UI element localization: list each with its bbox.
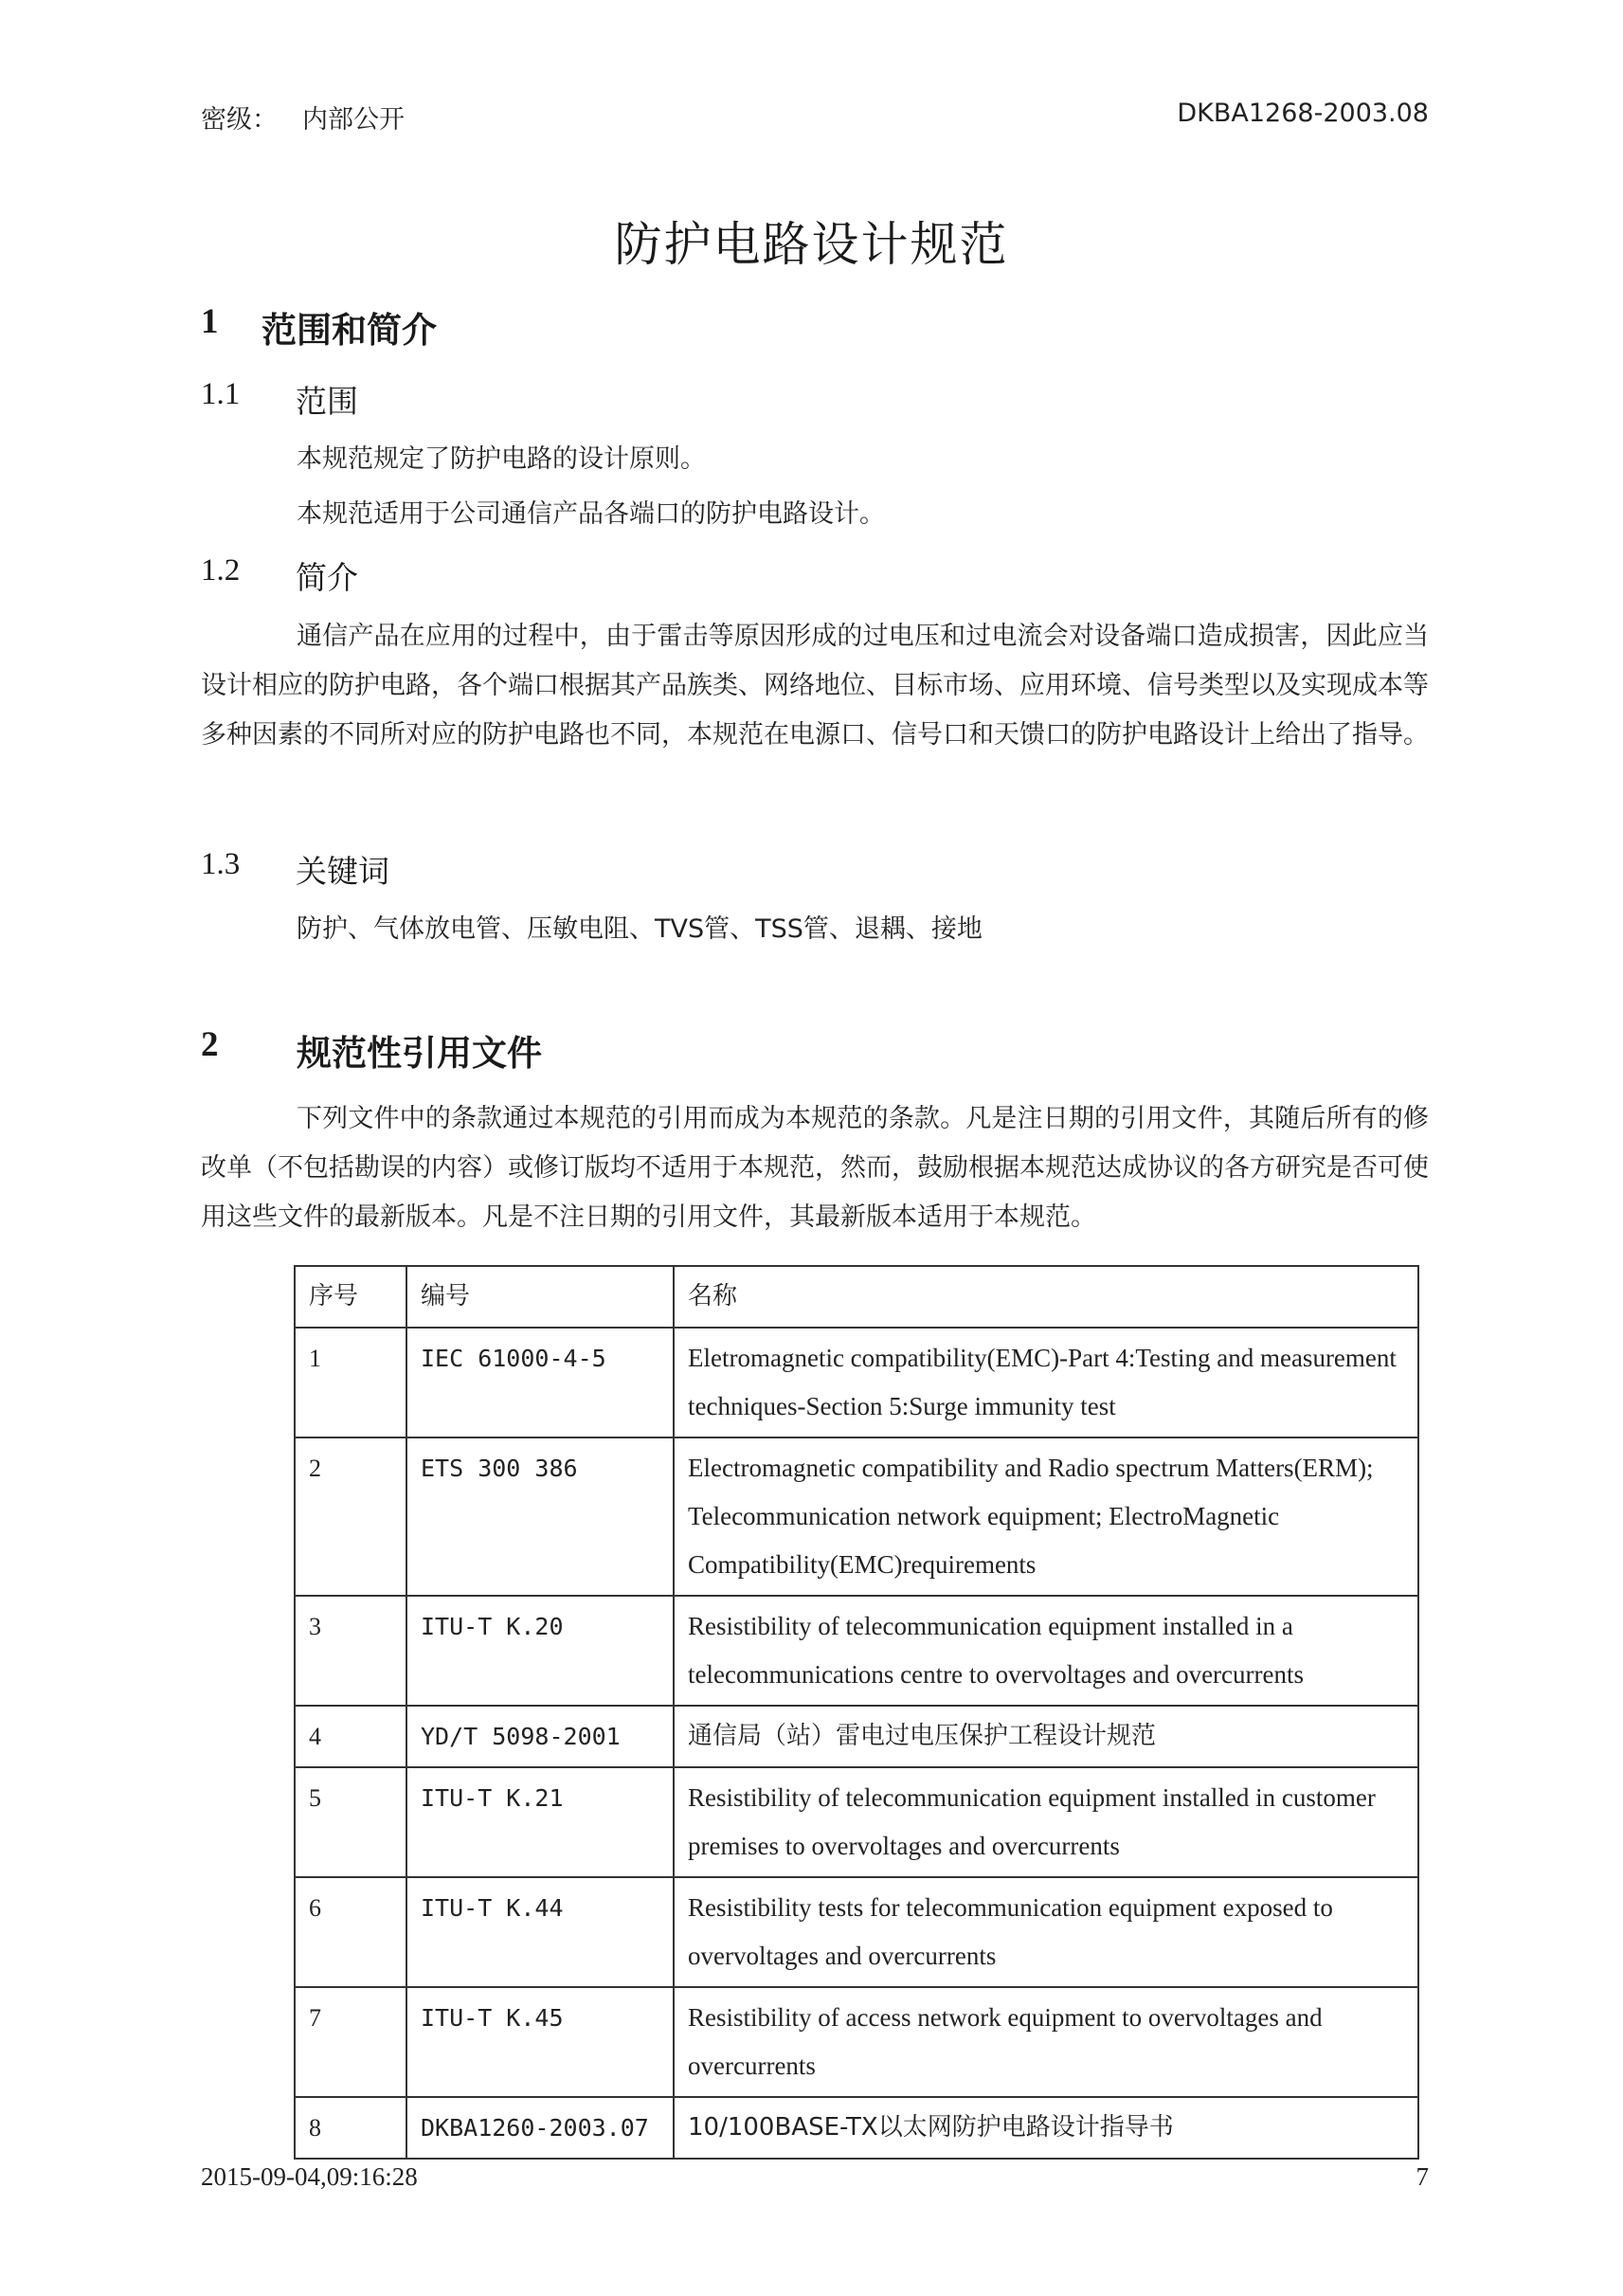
page-header xyxy=(201,99,1429,136)
row-code: YD/T 5098-2001 xyxy=(406,1706,674,1767)
section-number: 2 xyxy=(201,1025,219,1064)
section-title: 关键词 xyxy=(296,853,389,890)
section-number: 1.3 xyxy=(201,847,241,881)
page-number: 7 xyxy=(1416,2162,1429,2191)
row-name: 10/100BASE-TX以太网防护电路设计指导书 xyxy=(674,2097,1418,2159)
section-1-2-heading xyxy=(201,553,358,598)
section-1-heading xyxy=(201,301,437,353)
classification-value: 内部公开 xyxy=(302,105,405,135)
references-table xyxy=(294,1265,1419,2160)
section-1-1-heading xyxy=(201,377,358,422)
row-no: 2 xyxy=(295,1437,406,1596)
row-code: ITU-T K.44 xyxy=(406,1877,674,1987)
section-title: 范围 xyxy=(296,383,358,420)
table-row xyxy=(295,1437,1418,1596)
table-row xyxy=(295,1706,1418,1767)
scope-line-2: 本规范适用于公司通信产品各端口的防护电路设计。 xyxy=(297,499,885,529)
intro-paragraph: 通信产品在应用的过程中，由于雷击等原因形成的过电压和过电流会对设备端口造成损害，因此应当设计相应的防护电路，各个端口根据其产品族类、网络地位、目标市场、应用环境、信号类型以及实现成本等多种因素的不同所对应的防护电路也不同，本规范在电源口、信号口和天馈口的防护电路设计上给出了指导。 xyxy=(201,622,1429,750)
section-1-3-heading xyxy=(201,847,389,892)
section-number: 1.1 xyxy=(201,377,241,411)
header-no: 序号 xyxy=(295,1266,406,1328)
row-name: Electromagnetic compatibility and Radio spectrum Matters(ERM); Telecommunication network equipment; ElectroMagnetic Compatibility(EMC)requirements xyxy=(674,1437,1418,1596)
row-code: ITU-T K.45 xyxy=(406,1987,674,2097)
section-title: 简介 xyxy=(296,559,358,596)
row-name: Resistibility of telecommunication equipment installed in a telecommunications centre to overvoltages and overcurrents xyxy=(674,1596,1418,1706)
row-code: DKBA1260-2003.07 xyxy=(406,2097,674,2159)
section-title: 范围和简介 xyxy=(261,310,437,351)
header-code: 编号 xyxy=(406,1266,674,1328)
row-code: ITU-T K.20 xyxy=(406,1596,674,1706)
row-no: 4 xyxy=(295,1706,406,1767)
row-name: 通信局（站）雷电过电压保护工程设计规范 xyxy=(674,1706,1418,1767)
table-row xyxy=(295,1767,1418,1877)
table-header-row xyxy=(295,1266,1418,1328)
table-row xyxy=(295,1596,1418,1706)
table-row xyxy=(295,2097,1418,2159)
section-2-heading xyxy=(201,1024,542,1076)
classification xyxy=(201,99,405,136)
row-code: ITU-T K.21 xyxy=(406,1767,674,1877)
keywords-line: 防护、气体放电管、压敏电阻、TVS管、TSS管、退耦、接地 xyxy=(297,914,983,944)
row-no: 8 xyxy=(295,2097,406,2159)
row-name: Resistibility of telecommunication equipment installed in customer premises to overvoltages and overcurrents xyxy=(674,1767,1418,1877)
row-code: IEC 61000-4-5 xyxy=(406,1328,674,1437)
header-name: 名称 xyxy=(674,1266,1418,1328)
row-name: Resistibility of access network equipment to overvoltages and overcurrents xyxy=(674,1987,1418,2097)
document-title: 防护电路设计规范 xyxy=(614,217,1009,272)
footer-timestamp: 2015-09-04,09:16:28 xyxy=(201,2162,418,2191)
classification-label: 密级： xyxy=(201,105,278,135)
section-number: 1.2 xyxy=(201,553,241,588)
references-paragraph: 下列文件中的条款通过本规范的引用而成为本规范的条款。凡是注日期的引用文件，其随后所有的修改单（不包括勘误的内容）或修订版均不适用于本规范，然而，鼓励根据本规范达成协议的各方研究是否可使用这些文件的最新版本。凡是不注日期的引用文件，其最新版本适用于本规范。 xyxy=(201,1104,1429,1232)
row-name: Eletromagnetic compatibility(EMC)-Part 4:Testing and measurement techniques-Section 5:Surge immunity test xyxy=(674,1328,1418,1437)
section-title: 规范性引用文件 xyxy=(297,1033,542,1074)
row-no: 6 xyxy=(295,1877,406,1987)
scope-line-1: 本规范规定了防护电路的设计原则。 xyxy=(297,444,706,474)
row-no: 7 xyxy=(295,1987,406,2097)
section-number: 1 xyxy=(201,302,219,341)
table-row xyxy=(295,1328,1418,1437)
row-code: ETS 300 386 xyxy=(406,1437,674,1596)
row-no: 3 xyxy=(295,1596,406,1706)
doc-number: DKBA1268-2003.08 xyxy=(1177,99,1429,128)
row-no: 5 xyxy=(295,1767,406,1877)
table-row xyxy=(295,1987,1418,2097)
row-name: Resistibility tests for telecommunication equipment exposed to overvoltages and overcurrents xyxy=(674,1877,1418,1987)
table-row xyxy=(295,1877,1418,1987)
row-no: 1 xyxy=(295,1328,406,1437)
page-footer xyxy=(201,2162,1429,2192)
